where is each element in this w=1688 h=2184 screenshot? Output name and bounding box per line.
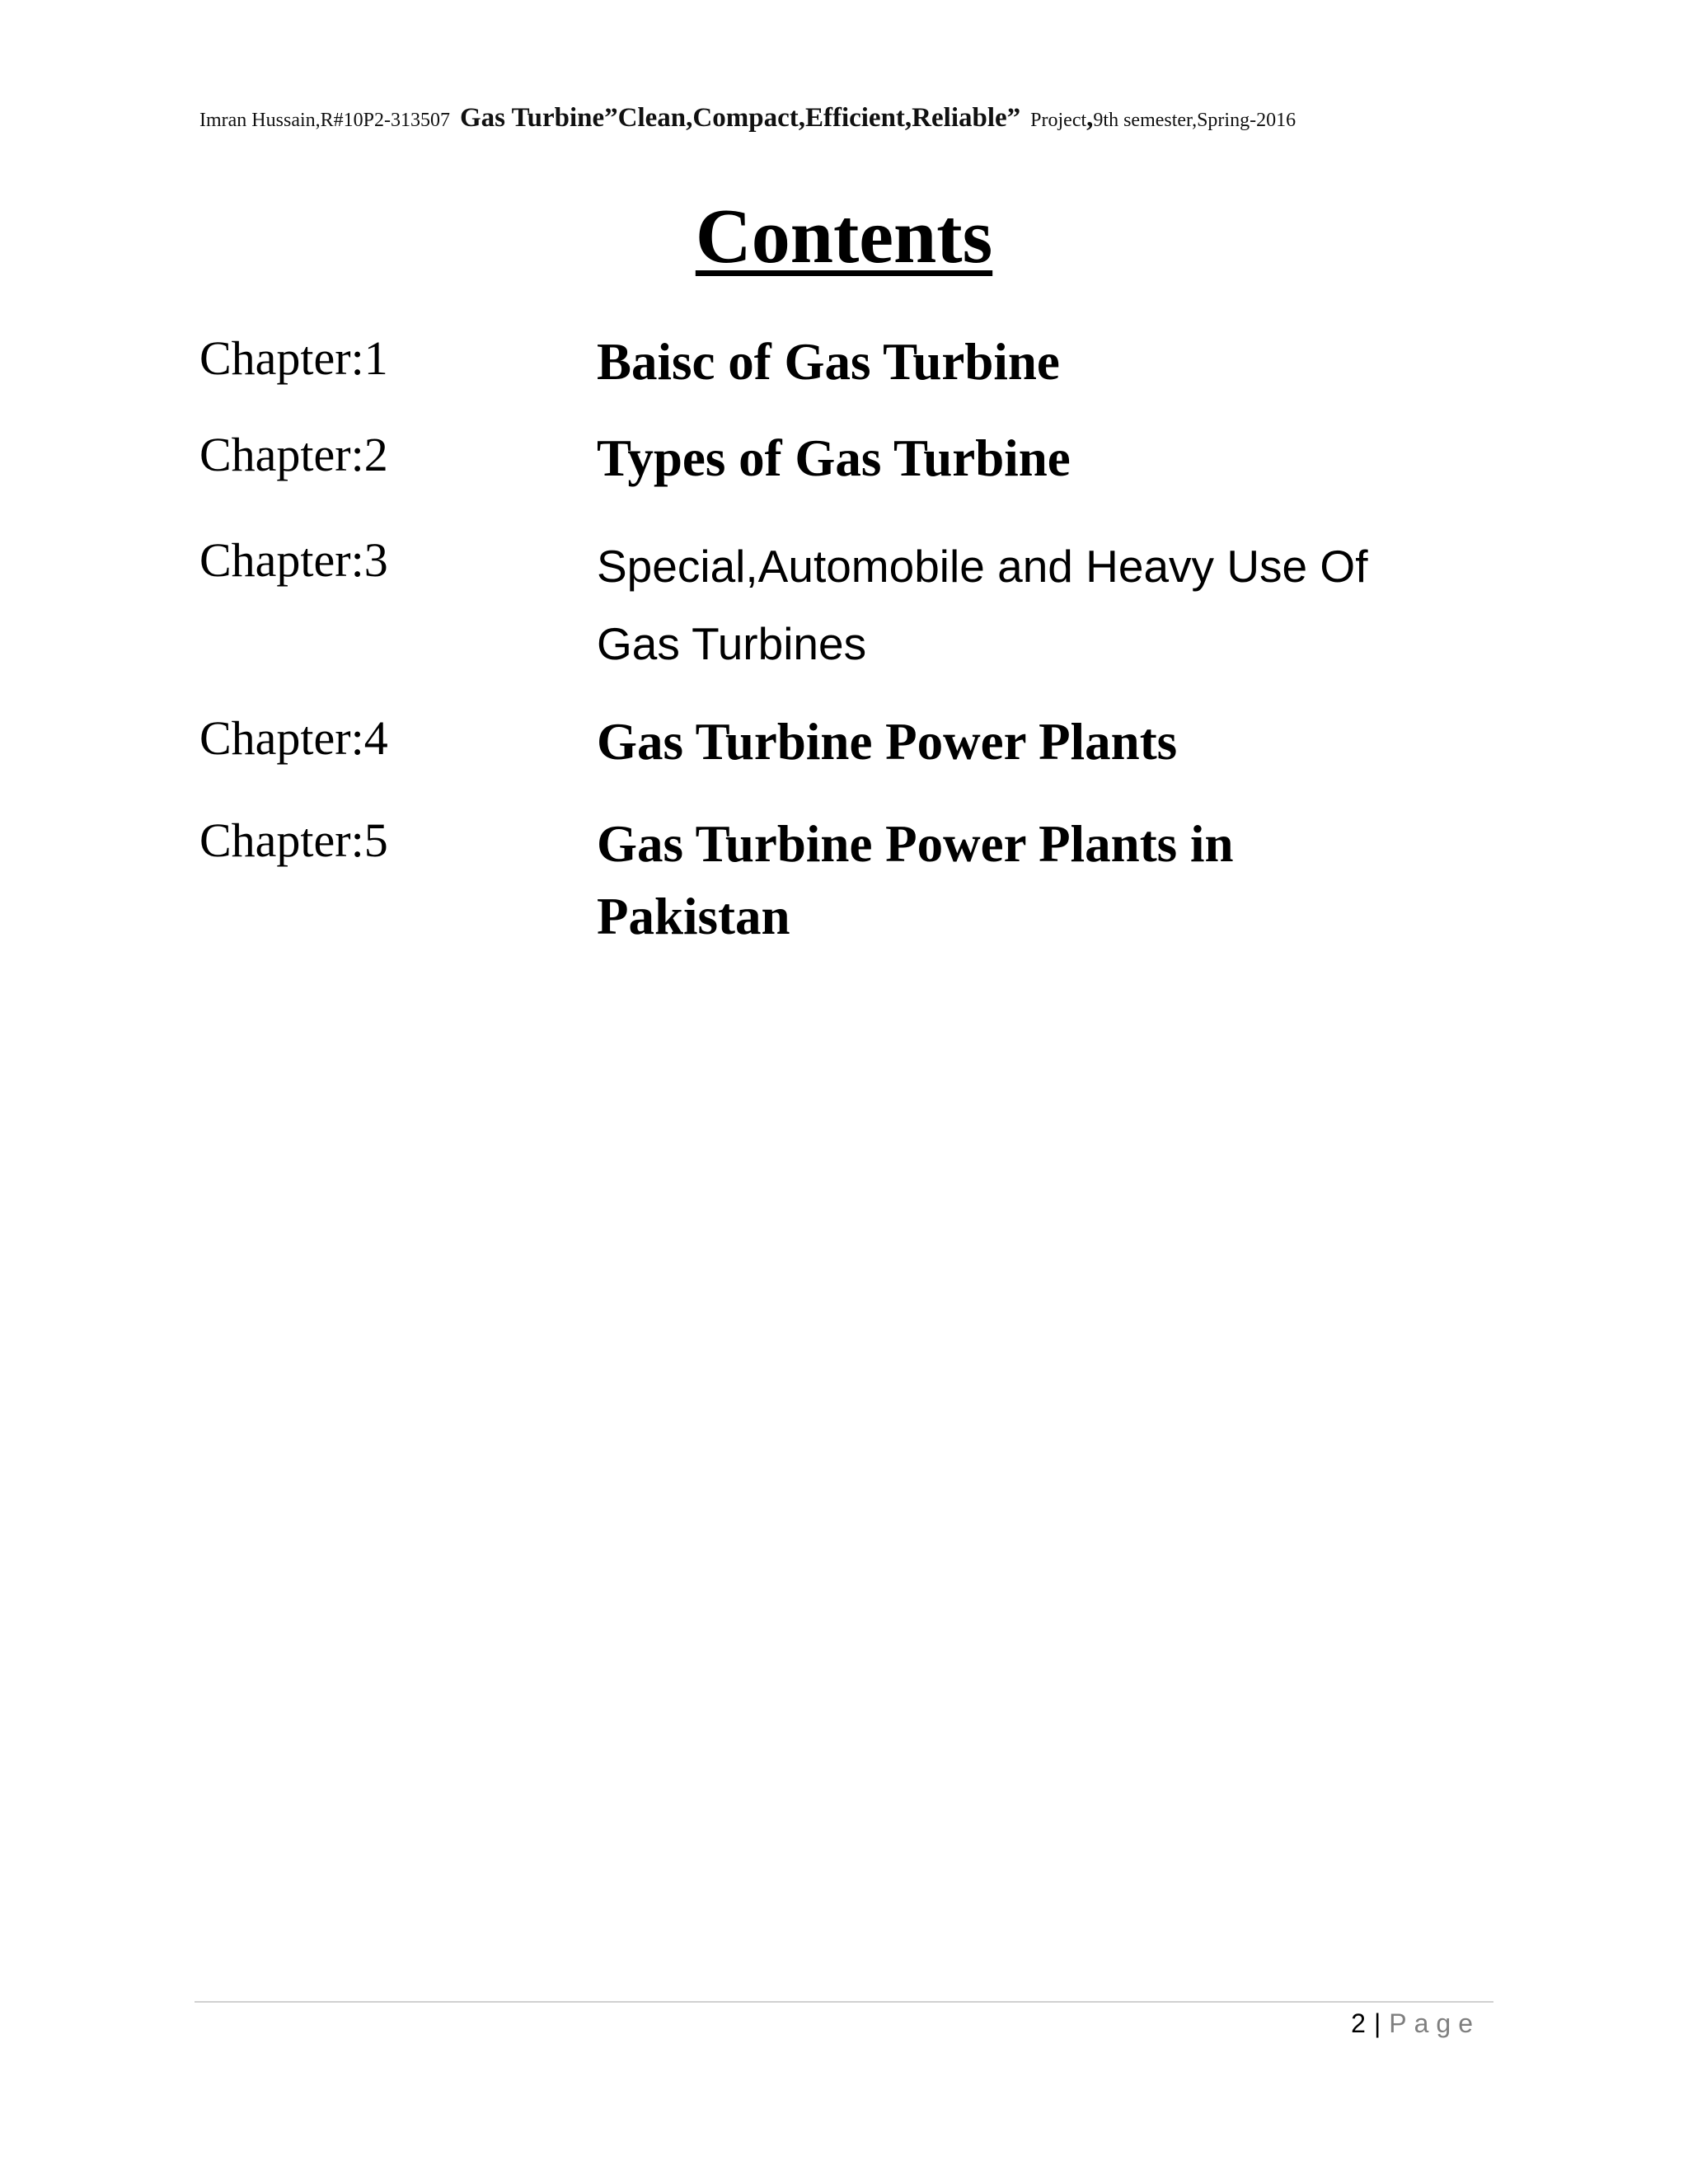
chapter-label: Chapter:1	[199, 331, 388, 385]
header-title: Gas Turbine”Clean,Compact,Efficient,Reliable”	[459, 103, 1021, 133]
chapter-title-line: Gas Turbine Power Plants in	[597, 815, 1234, 873]
contents-heading	[0, 191, 1688, 282]
header-project: Project	[1030, 110, 1087, 131]
chapter-title-line: Gas Turbines	[597, 618, 867, 669]
chapter-title-line: Pakistan	[597, 888, 790, 945]
footer-divider	[195, 2001, 1493, 2003]
page-word: Page	[1389, 2008, 1480, 2038]
page-footer	[1351, 2004, 1480, 2042]
header-comma: ,	[1086, 103, 1094, 133]
chapter-label: Chapter:5	[199, 813, 388, 867]
contents-title: Contents	[695, 194, 993, 279]
chapter-title: Baisc of Gas Turbine	[597, 333, 1060, 391]
page-number: 2	[1351, 2008, 1366, 2038]
chapter-title: Types of Gas Turbine	[597, 429, 1071, 487]
chapter-label: Chapter:2	[199, 428, 388, 481]
footer-separator: |	[1373, 2008, 1381, 2038]
page-header	[199, 97, 1502, 141]
chapter-label: Chapter:4	[199, 711, 388, 765]
chapter-title: Gas Turbine Power Plants	[597, 713, 1178, 771]
chapter-title	[597, 527, 1503, 682]
chapter-title-line: Special,Automobile and Heavy Use Of	[597, 541, 1368, 592]
header-semester: 9th semester,Spring-2016	[1093, 110, 1296, 131]
chapter-label: Chapter:3	[199, 533, 388, 587]
chapter-title	[597, 808, 1503, 953]
header-author: Imran Hussain,R#10P2-313507	[199, 110, 450, 131]
